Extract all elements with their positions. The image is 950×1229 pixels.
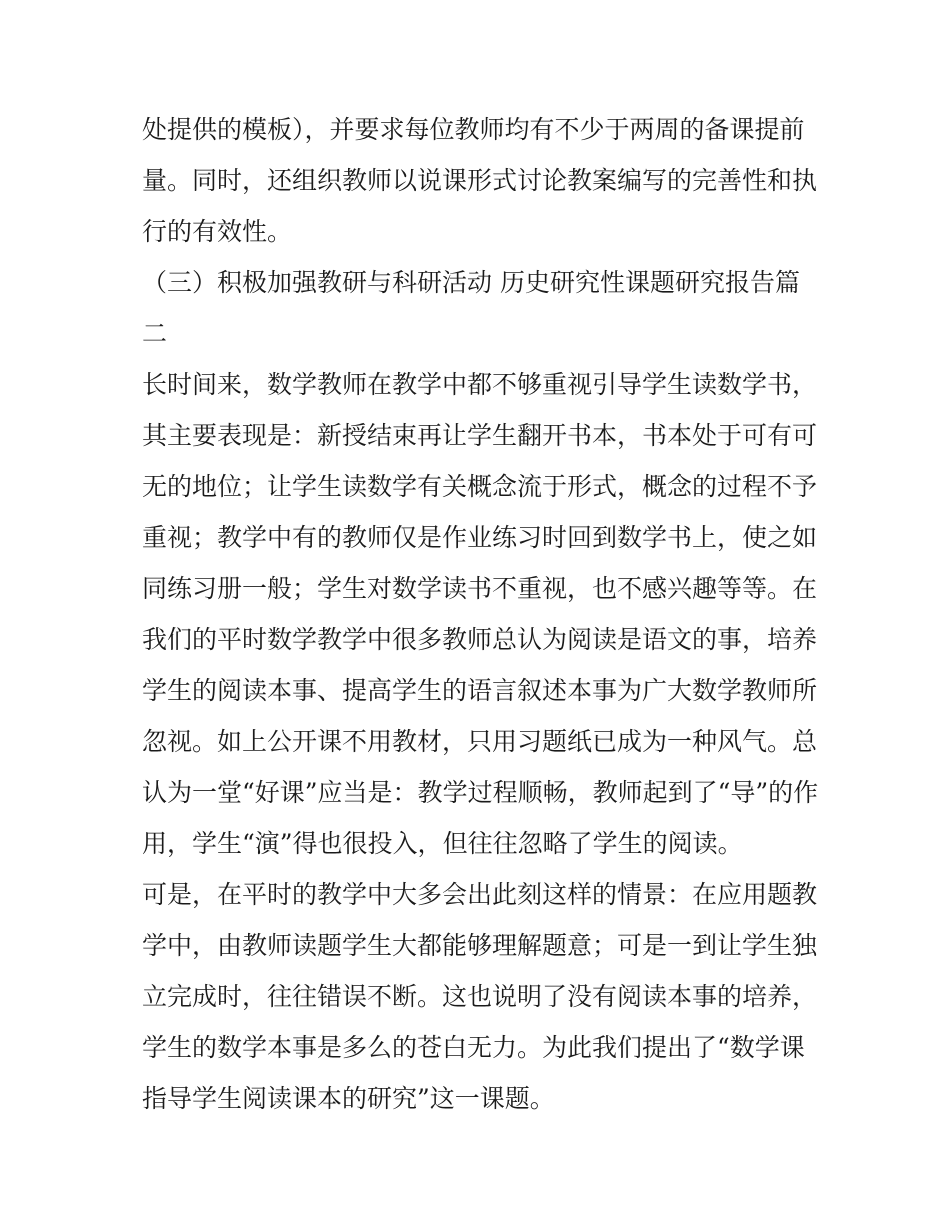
text-line: 立完成时，往往错误不断。这也说明了没有阅读本事的培养，	[142, 982, 818, 1011]
text-line: 可是，在平时的教学中大多会出此刻这样的情景：在应用题教	[142, 880, 818, 909]
text-line: 量。同时，还组织教师以说课形式讨论教案编写的完善性和执	[142, 166, 818, 195]
text-line: 无的地位；让学生读数学有关概念流于形式，概念的过程不予	[142, 472, 818, 501]
text-line: 我们的平时数学教学中很多教师总认为阅读是语文的事，培养	[142, 625, 818, 654]
body-text	[142, 104, 819, 1124]
text-line: 处提供的模板），并要求每位教师均有不少于两周的备课提前	[142, 115, 805, 144]
text-line: 指导学生阅读课本的研究”这一课题。	[142, 1084, 555, 1113]
section-heading-line: 二	[142, 319, 168, 348]
text-line: 认为一堂“好课”应当是：教学过程顺畅，教师起到了“导”的作	[142, 778, 819, 807]
text-line: 学生的阅读本事、提高学生的语言叙述本事为广大数学教师所	[142, 676, 818, 705]
text-line: 其主要表现是：新授结束再让学生翻开书本，书本处于可有可	[142, 421, 818, 450]
text-line: 长时间来，数学教师在教学中都不够重视引导学生读数学书，	[142, 370, 818, 399]
text-line: 用，学生“演”得也很投入，但往往忽略了学生的阅读。	[142, 829, 743, 858]
text-line: 同练习册一般；学生对数学读书不重视，也不感兴趣等等。在	[142, 574, 818, 603]
text-line: 重视；教学中有的教师仅是作业练习时回到数学书上，使之如	[142, 523, 818, 552]
text-line: 学中，由教师读题学生大都能够理解题意；可是一到让学生独	[142, 931, 818, 960]
text-line: 学生的数学本事是多么的苍白无力。为此我们提出了“数学课	[142, 1033, 805, 1062]
text-line: 行的有效性。	[142, 217, 293, 246]
text-line: 忽视。如上公开课不用教材，只用习题纸已成为一种风气。总	[142, 727, 818, 756]
section-heading-line: （三）积极加强教研与科研活动 历史研究性课题研究报告篇	[142, 268, 800, 297]
